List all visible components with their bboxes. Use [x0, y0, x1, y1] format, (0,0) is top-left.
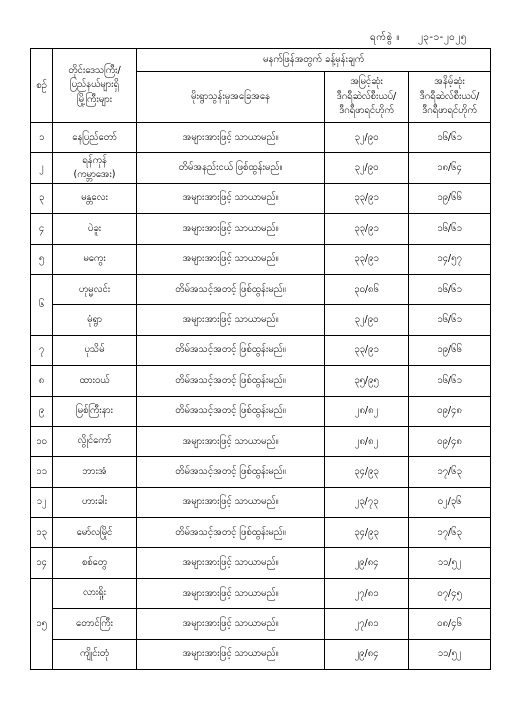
cell-city: မုံရွာ	[53, 305, 137, 335]
cell-high: ၂၉/၈၄	[325, 639, 409, 669]
cell-city: မကွေး	[53, 244, 137, 274]
header-low-temp: အနိမ့်ဆုံး ဒီဂရီဆဲလ်စီးယပ်/ ဒီဂရီဖာရင်ဟိုက်	[409, 72, 491, 123]
cell-condition: အများအားဖြင့် သာယာမည်။	[137, 183, 325, 213]
cell-city: ကျိုင်းတုံ	[53, 639, 137, 669]
header-condition: မိုးရွာသွန်းမှုအခြေအနေ	[137, 72, 325, 123]
cell-serial: ၁	[31, 123, 53, 153]
date-value: ၂၃-၁-၂၀၂၅	[417, 32, 467, 43]
cell-serial: ၈	[31, 366, 53, 396]
cell-low: ၀၉/၄၈	[409, 396, 491, 426]
cell-high: ၃၂/၉၀	[325, 153, 409, 183]
table-row	[31, 305, 491, 335]
cell-high: ၂၉/၈၄	[325, 548, 409, 578]
cell-high: ၃၂/၉၀	[325, 305, 409, 335]
table-row	[31, 335, 491, 365]
cell-serial: ၁၅	[31, 578, 53, 669]
cell-condition: အများအားဖြင့် သာယာမည်။	[137, 214, 325, 244]
cell-city: ရန်ကုန် (ကမ္ဘာအေး)	[53, 153, 137, 183]
cell-serial: ၁၃	[31, 518, 53, 548]
table-row	[31, 153, 491, 183]
cell-condition: တိမ်အသင့်အတင့် ဖြစ်ထွန်းမည်။	[137, 274, 325, 304]
cell-low: ၁၉/၆၆	[409, 335, 491, 365]
date-label: ရက်စွဲ ။	[370, 32, 400, 43]
cell-city: မြစ်ကြီးနား	[53, 396, 137, 426]
cell-serial: ၁၁	[31, 457, 53, 487]
cell-condition: အများအားဖြင့် သာယာမည်။	[137, 609, 325, 639]
table-row	[31, 366, 491, 396]
cell-condition: တိမ်အသင့်အတင့် ဖြစ်ထွန်းမည်။	[137, 518, 325, 548]
cell-city: မန္တလေး	[53, 183, 137, 213]
cell-serial: ၃	[31, 183, 53, 213]
forecast-table	[30, 48, 491, 670]
cell-city: နေပြည်တော်	[53, 123, 137, 153]
header-serial: စဉ်	[31, 49, 53, 123]
cell-condition: အများအားဖြင့် သာယာမည်။	[137, 123, 325, 153]
cell-serial: ၁၄	[31, 548, 53, 578]
cell-low: ၁၄/၅၇	[409, 244, 491, 274]
table-header-row	[31, 49, 491, 72]
cell-serial: ၂	[31, 153, 53, 183]
table-row	[31, 487, 491, 517]
cell-city: ဟုမ္မလင်း	[53, 274, 137, 304]
cell-low: ၁၇/၆၃	[409, 518, 491, 548]
cell-condition: တိမ်အသင့်အတင့် ဖြစ်ထွန်းမည်။	[137, 396, 325, 426]
cell-condition: တိမ်အသင့်အတင့် ဖြစ်ထွန်းမည်။	[137, 335, 325, 365]
header-city: တိုင်းဒေသကြီး/ ပြည်နယ်များရှိ မြို့ကြီးများ	[53, 49, 137, 123]
cell-condition: အများအားဖြင့် သာယာမည်။	[137, 578, 325, 608]
table-row	[31, 639, 491, 669]
cell-low: ၁၁/၅၂	[409, 548, 491, 578]
table-row	[31, 518, 491, 548]
table-row	[31, 123, 491, 153]
cell-condition: အများအားဖြင့် သာယာမည်။	[137, 487, 325, 517]
cell-serial: ၁၂	[31, 487, 53, 517]
cell-high: ၂၇/၈၁	[325, 609, 409, 639]
date-line	[370, 30, 467, 45]
cell-serial: ၄	[31, 214, 53, 244]
table-row	[31, 457, 491, 487]
cell-serial: ၁၀	[31, 426, 53, 456]
cell-city: ဘားအံ	[53, 457, 137, 487]
cell-condition: အများအားဖြင့် သာယာမည်။	[137, 426, 325, 456]
cell-low: ၁၉/၆၆	[409, 183, 491, 213]
cell-city: ထားဝယ်	[53, 366, 137, 396]
cell-low: ၁၁/၅၂	[409, 639, 491, 669]
cell-serial: ၅	[31, 244, 53, 274]
header-forecast-group: မနက်ဖြန်အတွက် ခန့်မှန်းချက်	[137, 49, 491, 72]
cell-high: ၂၈/၈၂	[325, 426, 409, 456]
cell-high: ၃၄/၉၃	[325, 518, 409, 548]
cell-city: မော်လမြိုင်	[53, 518, 137, 548]
cell-condition: တိမ်အသင့်အတင့် ဖြစ်ထွန်းမည်။	[137, 366, 325, 396]
cell-city: တောင်ကြီး	[53, 609, 137, 639]
cell-high: ၃၃/၉၁	[325, 183, 409, 213]
cell-high: ၃၃/၉၁	[325, 335, 409, 365]
cell-low: ၁၆/၆၁	[409, 123, 491, 153]
table-row	[31, 274, 491, 304]
cell-low: ၁၇/၆၃	[409, 457, 491, 487]
cell-high: ၂၃/၇၃	[325, 487, 409, 517]
cell-high: ၃၂/၉၀	[325, 123, 409, 153]
table-row	[31, 214, 491, 244]
cell-condition: တိမ်အနည်းငယ် ဖြစ်ထွန်းမည်။	[137, 153, 325, 183]
cell-high: ၃၃/၉၁	[325, 244, 409, 274]
cell-low: ၁၆/၆၁	[409, 366, 491, 396]
cell-low: ၁၆/၆၁	[409, 305, 491, 335]
cell-city: ပဲခူး	[53, 214, 137, 244]
cell-condition: အများအားဖြင့် သာယာမည်။	[137, 548, 325, 578]
cell-high: ၂၇/၈၁	[325, 578, 409, 608]
table-row	[31, 244, 491, 274]
cell-serial: ၉	[31, 396, 53, 426]
cell-high: ၃၃/၉၁	[325, 214, 409, 244]
cell-high: ၃၅/၉၅	[325, 366, 409, 396]
cell-low: ၀၉/၄၈	[409, 426, 491, 456]
cell-low: ၁၆/၆၁	[409, 274, 491, 304]
table-row	[31, 396, 491, 426]
cell-high: ၃၄/၉၃	[325, 457, 409, 487]
table-row	[31, 578, 491, 608]
table-row	[31, 609, 491, 639]
cell-condition: တိမ်အသင့်အတင့် ဖြစ်ထွန်းမည်။	[137, 457, 325, 487]
cell-condition: အများအားဖြင့် သာယာမည်။	[137, 244, 325, 274]
table-row	[31, 183, 491, 213]
cell-serial: ၇	[31, 335, 53, 365]
cell-low: ၀၇/၄၅	[409, 578, 491, 608]
cell-high: ၃၀/၈၆	[325, 274, 409, 304]
table-row	[31, 548, 491, 578]
cell-city: လားရှိုး	[53, 578, 137, 608]
cell-city: ပုသိမ်	[53, 335, 137, 365]
cell-low: ၁၈/၆၄	[409, 153, 491, 183]
cell-serial: ၆	[31, 274, 53, 335]
cell-condition: အများအားဖြင့် သာယာမည်။	[137, 305, 325, 335]
cell-city: စစ်တွေ	[53, 548, 137, 578]
cell-high: ၂၈/၈၂	[325, 396, 409, 426]
table-row	[31, 426, 491, 456]
cell-city: လွိုင်ကော်	[53, 426, 137, 456]
cell-low: ၀၈/၄၆	[409, 609, 491, 639]
cell-low: ၁၆/၆၁	[409, 214, 491, 244]
header-high-temp: အမြင့်ဆုံး ဒီဂရီဆဲလ်စီးယပ်/ ဒီဂရီဖာရင်ဟိုက်	[325, 72, 409, 123]
cell-city: ဟားခါး	[53, 487, 137, 517]
cell-low: ၀၂/၃၆	[409, 487, 491, 517]
cell-condition: အများအားဖြင့် သာယာမည်။	[137, 639, 325, 669]
